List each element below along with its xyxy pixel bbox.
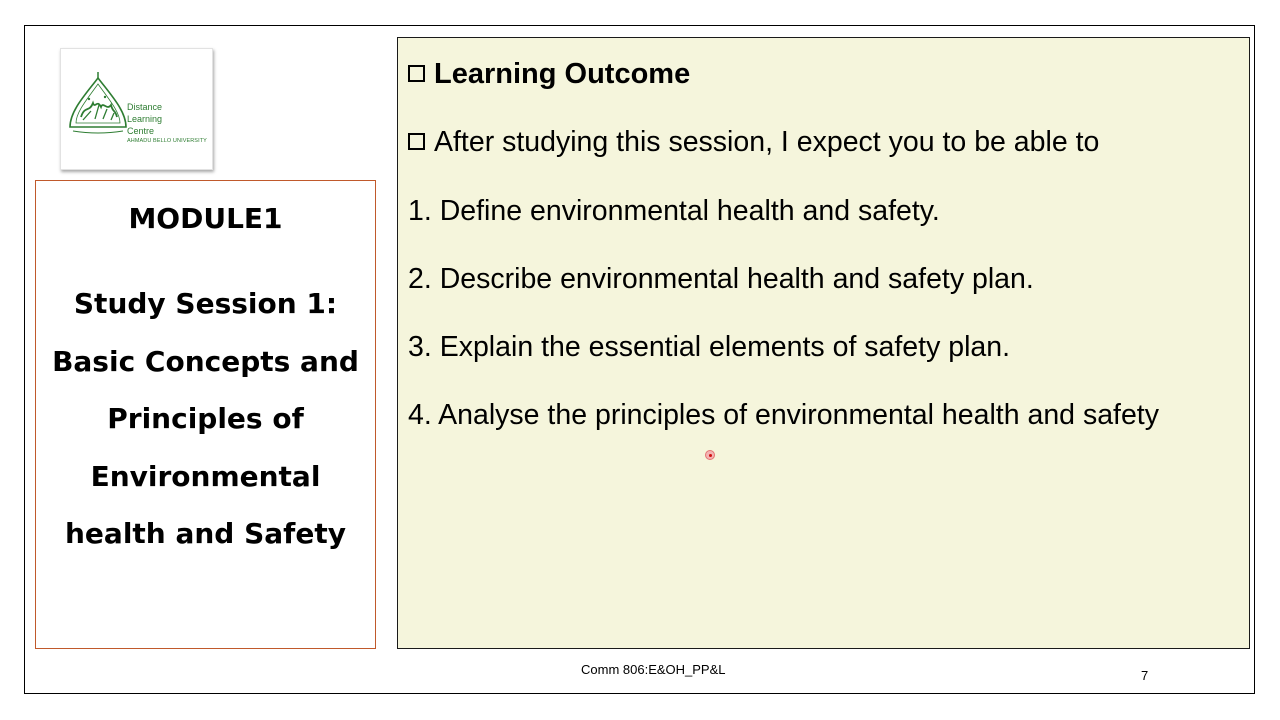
- intro-statement: [408, 124, 1099, 160]
- outcome-item: [408, 329, 1010, 365]
- outcome-item-text: Explain the essential elements of safety plan.: [431, 331, 1011, 363]
- slide: [24, 25, 1255, 694]
- logo-line-university: AHMADU BELLO UNIVERSITY: [127, 138, 207, 144]
- laser-pointer-icon: [705, 450, 715, 460]
- logo-text: [127, 101, 207, 146]
- outcome-item-number: 2.: [408, 263, 432, 295]
- outcome-item-number: 4.: [408, 399, 432, 431]
- page-number: 7: [1141, 668, 1149, 683]
- checkbox-bullet-icon: [408, 133, 425, 150]
- outcome-item-text: Describe environmental health and safety plan.: [431, 263, 1034, 295]
- outcome-item-number: 1.: [408, 195, 432, 227]
- checkbox-bullet-icon: [408, 65, 425, 82]
- outcome-item-number: 3.: [408, 331, 432, 363]
- logo: [60, 48, 213, 170]
- outcome-item-text: Define environmental health and safety.: [431, 195, 940, 227]
- module-title: MODULE1: [128, 202, 283, 235]
- session-title: Study Session 1: Basic Concepts and Principles of Environmental health and Safety: [52, 287, 359, 550]
- logo-line-centre: Centre: [127, 126, 155, 136]
- learning-outcome-panel: [397, 37, 1250, 649]
- learning-outcome-heading-text: Learning Outcome: [434, 58, 691, 90]
- outcome-item: [408, 193, 940, 229]
- intro-statement-text: After studying this session, I expect you to be able to: [434, 126, 1100, 158]
- module-panel: [35, 180, 376, 649]
- logo-line-distance: Distance: [127, 102, 163, 112]
- footer-course-code: Comm 806:E&OH_PP&L: [581, 662, 726, 677]
- learning-outcome-heading: [408, 56, 690, 92]
- outcome-item-text: Analyse the principles of environmental health and safety: [431, 399, 1159, 431]
- logo-line-learning: Learning: [127, 114, 163, 124]
- outcome-item: [408, 397, 1159, 433]
- university-emblem-icon: [67, 69, 129, 137]
- outcome-item: [408, 261, 1034, 297]
